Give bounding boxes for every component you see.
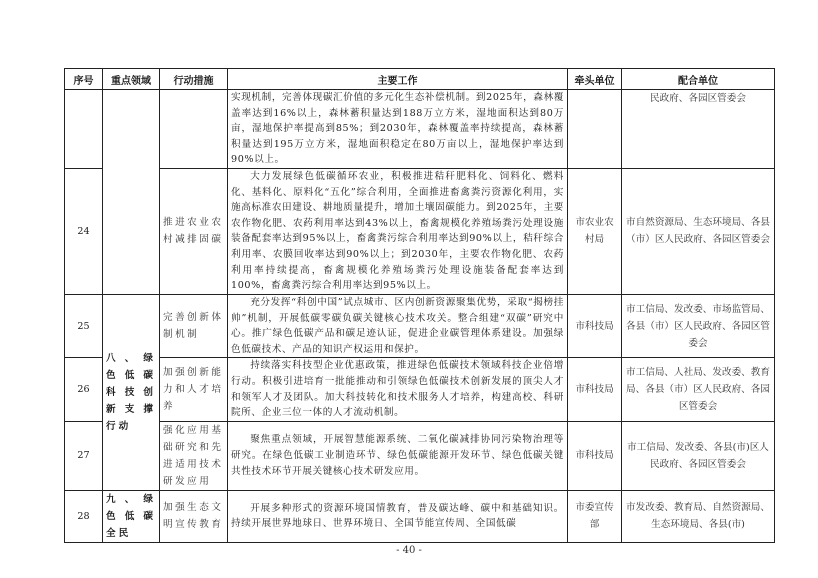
table-row — [65, 294, 775, 357]
work-cell: 开展多种形式的资源环境国情教育，普及碳达峰、碳中和基础知识。持续开展世界地球日、世界环境日、全国节能宣传周、全国低碳 — [228, 490, 568, 542]
measure-cell: 完善创新体制机制 — [160, 294, 228, 357]
seq-cell: 28 — [65, 490, 103, 542]
work-cell: 大力发展绿色低碳循环农业，积极推进秸秆肥料化、饲料化、燃料化、基料化、原料化“五化”综合利用，全面推进畜禽粪污资源化利用，实施高标准农田建设、耕地质量提升，增加土壤固碳能力。到2025年，主要农作物化肥、农药利用率达到43%以上，畜禽规模化养殖场粪污处理设施装备配套率达到95%以上，畜禽粪污综合利用率达到90%以上，秸秆综合利用率、农膜回收率达到90%以上；到2030年，主要农作物化肥、农药利用率持续提高，畜禽规模化养殖场粪污处理设施装备配套率达到100%，畜禽粪污综合利用率达到95%以上。 — [228, 168, 568, 294]
lead-cell: 市科技局 — [568, 294, 622, 357]
coop-cell: 民政府、各园区管委会 — [622, 90, 775, 169]
measure-cell — [160, 90, 228, 169]
lead-cell: 市科技局 — [568, 358, 622, 421]
measure-cell: 加强创新能力和人才培养 — [160, 358, 228, 421]
work-cell: 聚焦重点领域，开展智慧能源系统、二氧化碳减排协同污染物治理等研究。在绿色低碳工业制造环节、绿色低碳能源开发环节、绿色低碳关键共性技术环节开展关键核心技术研发应用。 — [228, 421, 568, 490]
table-row — [65, 421, 775, 490]
work-cell: 充分发挥“科创中国”试点城市、区内创新资源聚集优势，采取“揭榜挂帅”机制，开展低碳零碳负碳关键核心技术攻关。整合组建“双碳”研究中心。推广绿色低碳产品和碳足迹认证，促进企业碳管理体系建设。加强绿色低碳技术、产品的知识产权运用和保护。 — [228, 294, 568, 357]
work-cell: 实现机制，完善体现碳汇价值的多元化生态补偿机制。到2025年，森林覆盖率达到16%以上，森林蓄积量达到188万立方米，湿地面积达到80万亩，湿地保护率提高到85%；到2030年，森林覆盖率持续提高，森林蓄积量达到195万立方米，湿地面积稳定在80万亩以上，湿地保护率达到90%以上。 — [228, 90, 568, 169]
action-plan-table — [64, 68, 775, 543]
header-measure: 行动措施 — [160, 69, 228, 90]
table-row — [65, 168, 775, 294]
table-row — [65, 490, 775, 542]
measure-cell: 推进农业农村减排固碳 — [160, 168, 228, 294]
coop-cell: 市工信局、发改委、市场监管局、各县（市）区人民政府、各园区管委会 — [622, 294, 775, 357]
header-coop: 配合单位 — [622, 69, 775, 90]
header-area: 重点领域 — [103, 69, 160, 90]
measure-cell: 加强生态文明宣传教育 — [160, 490, 228, 542]
header-work: 主要工作 — [228, 69, 568, 90]
seq-cell: 25 — [65, 294, 103, 357]
measure-cell: 强化应用基础研究和先进适用技术研发应用 — [160, 421, 228, 490]
coop-cell: 市自然资源局、生态环境局、各县（市）区人民政府、各园区管委会 — [622, 168, 775, 294]
lead-cell: 市科技局 — [568, 421, 622, 490]
seq-cell — [65, 90, 103, 169]
seq-cell: 27 — [65, 421, 103, 490]
header-seq: 序号 — [65, 69, 103, 90]
header-row — [65, 69, 775, 90]
area-cell: 八、绿色低碳科技创新支撑行动 — [103, 294, 160, 490]
coop-cell: 市工信局、发改委、各县(市)区人民政府、各园区管委会 — [622, 421, 775, 490]
lead-cell: 市委宣传部 — [568, 490, 622, 542]
area-cell: 九、绿色低碳全民 — [103, 490, 160, 542]
lead-cell — [568, 90, 622, 169]
coop-cell: 市工信局、人社局、发改委、教育局、各县（市）区人民政府、各园区管委会 — [622, 358, 775, 421]
coop-cell: 市发改委、教育局、自然资源局、生态环境局、各县(市) — [622, 490, 775, 542]
header-lead: 牵头单位 — [568, 69, 622, 90]
seq-cell: 24 — [65, 168, 103, 294]
work-cell: 持续落实科技型企业优惠政策，推进绿色低碳技术领域科技企业倍增行动。积极引进培育一批能推动和引领绿色低碳技术创新发展的顶尖人才和领军人才及团队。加大科技转化和技术服务人才培养，构建高校、科研院所、企业三位一体的人才流动机制。 — [228, 358, 568, 421]
table-row — [65, 90, 775, 169]
seq-cell: 26 — [65, 358, 103, 421]
area-cell — [103, 90, 160, 295]
table-row — [65, 358, 775, 421]
lead-cell: 市农业农村局 — [568, 168, 622, 294]
page-number: - 40 - — [396, 545, 422, 556]
